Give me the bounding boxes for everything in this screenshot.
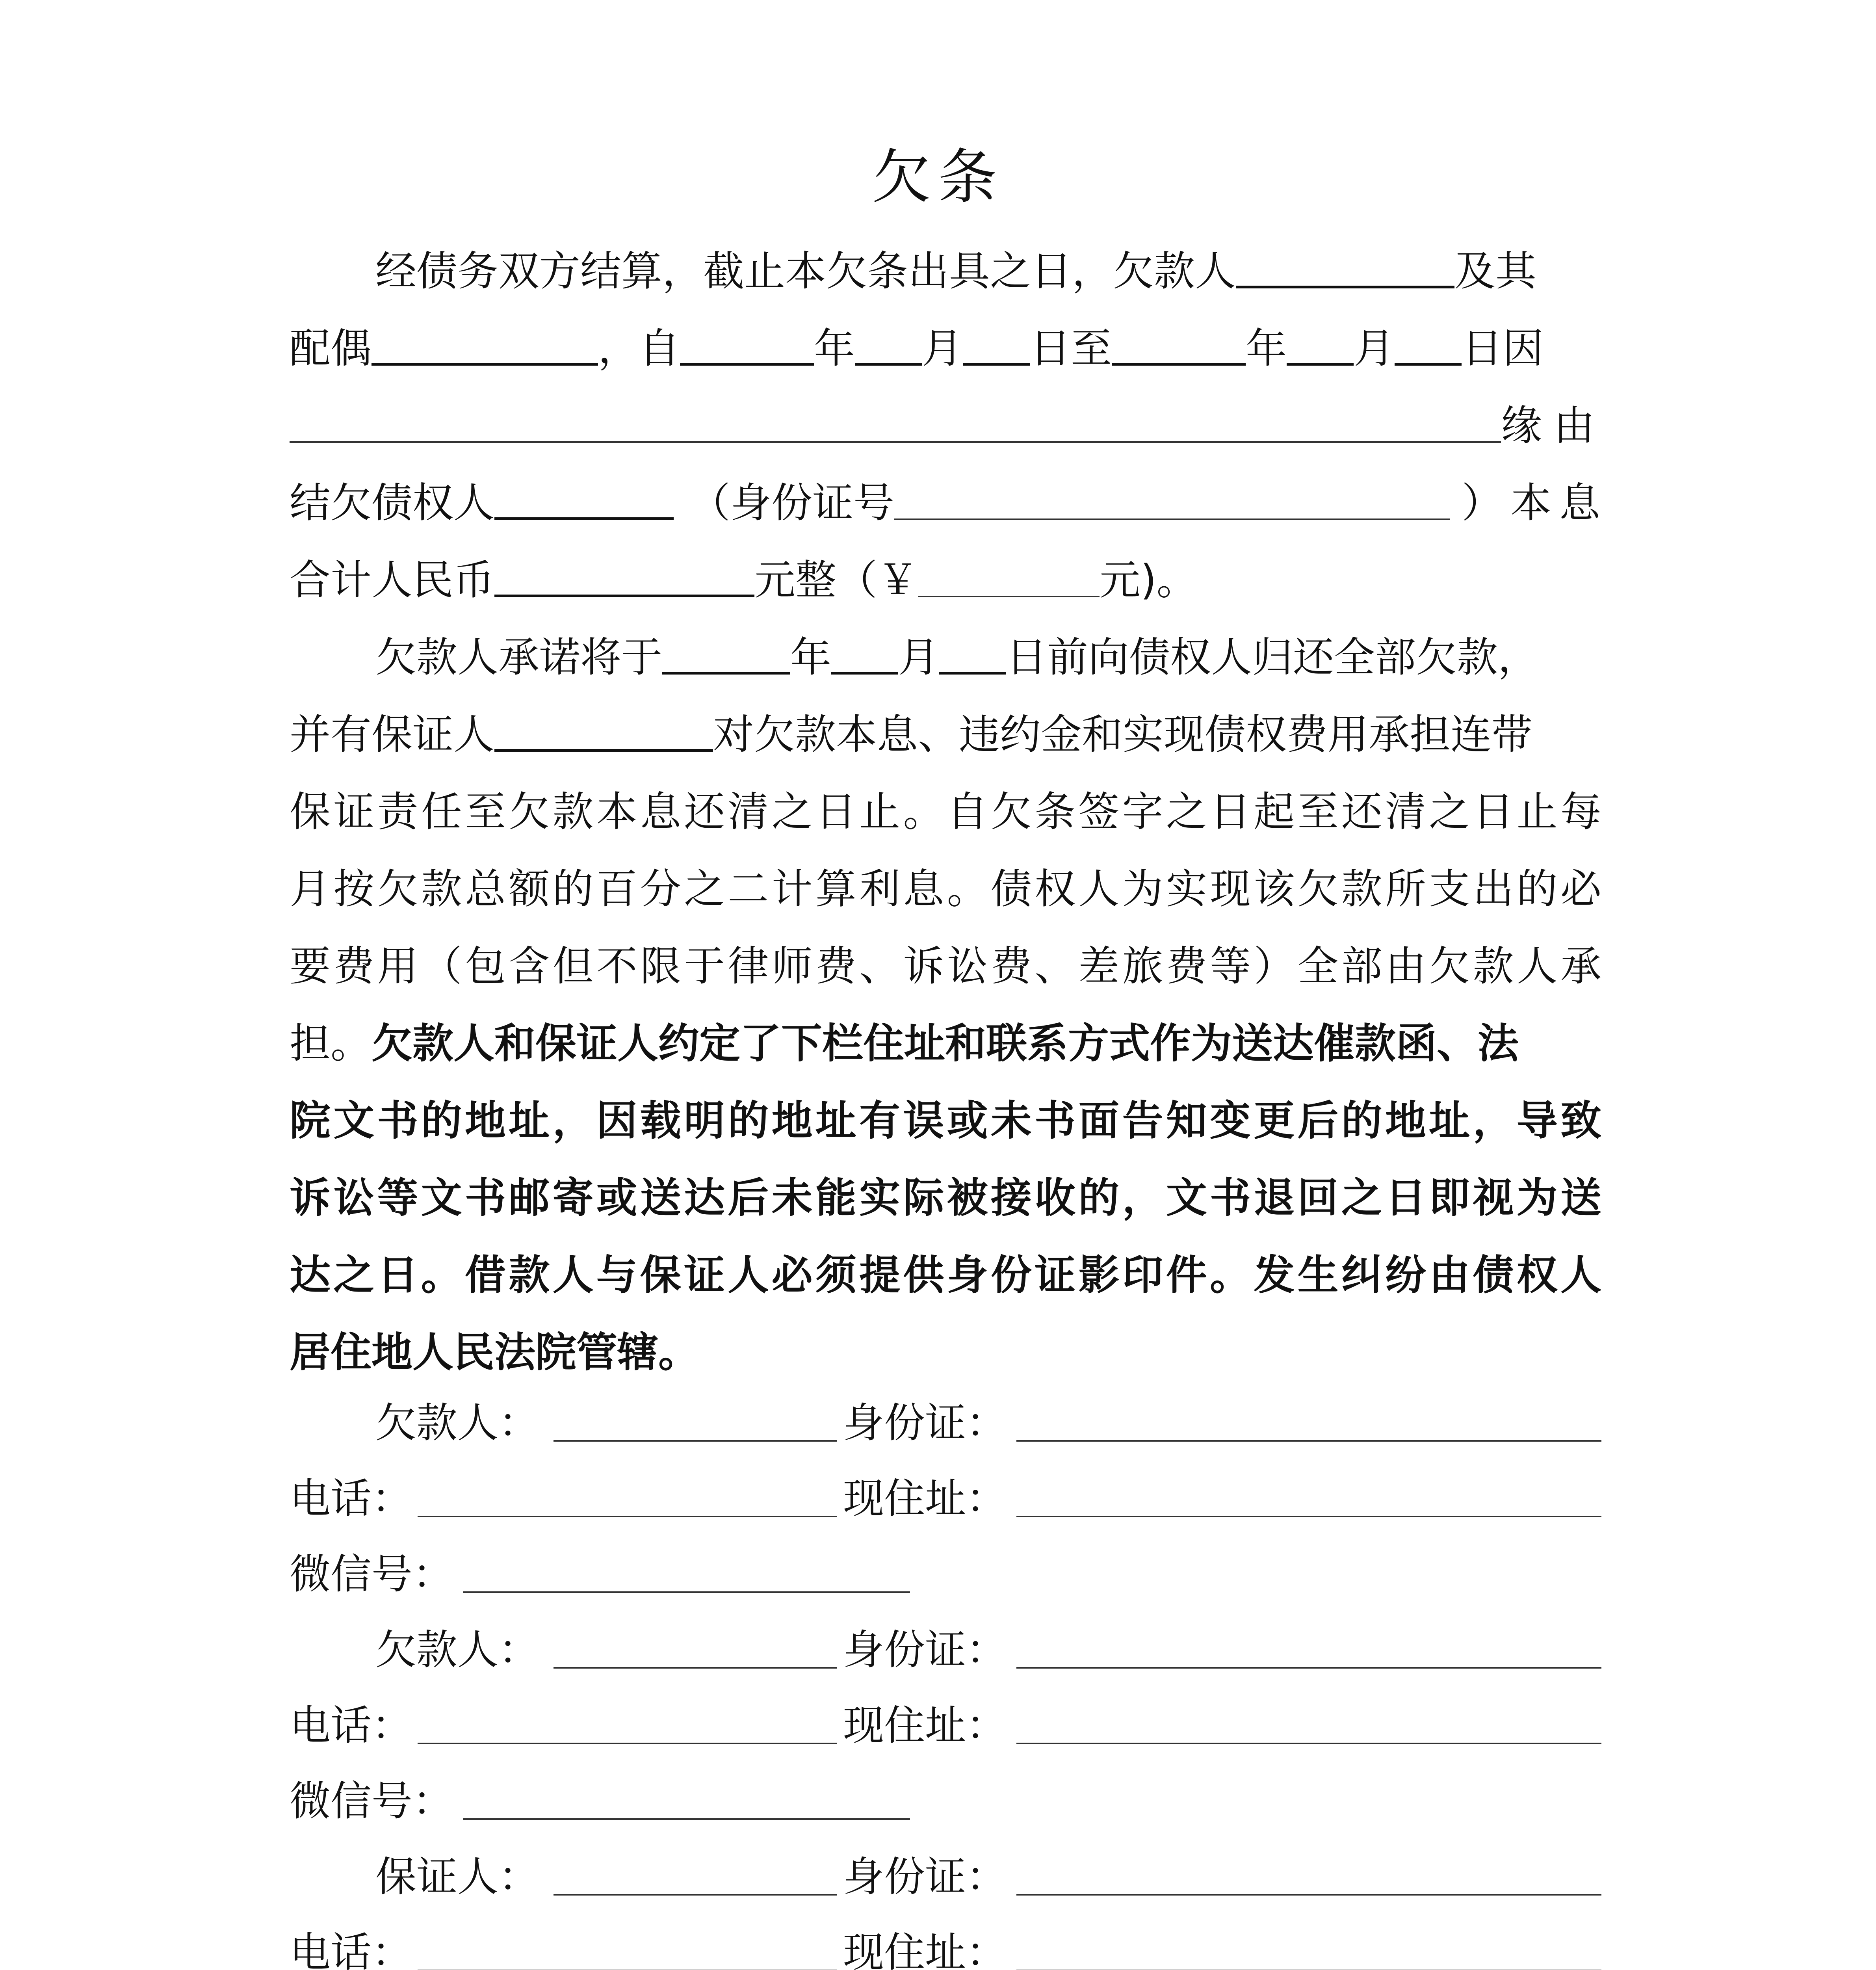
- debtor-phone-field[interactable]: [418, 1743, 837, 1744]
- debtor-name-field[interactable]: [554, 1440, 837, 1442]
- debtor-address-field[interactable]: [1016, 1516, 1601, 1517]
- guarantor-id-field[interactable]: [1016, 1894, 1601, 1896]
- debtor-row: 欠款人： 身份证：: [290, 1612, 1601, 1688]
- blank-repay-day[interactable]: [939, 630, 1006, 675]
- debtor-contact-row: 电话： 现住址：: [290, 1461, 1601, 1536]
- line: 保证责任至欠款本息还清之日止。自欠条签字之日起至还清之日止每: [290, 788, 1601, 836]
- debtor-name-field[interactable]: [554, 1667, 837, 1669]
- blank-creditor-id[interactable]: [894, 477, 1450, 520]
- guarantor-contact-row: 电话： 现住址：: [290, 1914, 1601, 1970]
- line: 诉讼等文书邮寄或送达后未能实际被接收的，文书退回之日即视为送: [290, 1174, 1601, 1222]
- blank-end-year[interactable]: [1112, 321, 1246, 366]
- line: 要费用（包含但不限于律师费、诉讼费、差旅费等）全部由欠款人承: [290, 942, 1601, 990]
- line: 配偶 ，自 年 月 日至 年 月 日因: [290, 310, 1601, 387]
- blank-end-day[interactable]: [1395, 321, 1462, 366]
- debtor-wechat-field[interactable]: [463, 1818, 910, 1820]
- line: 并有保证人 对欠款本息、违约金和实现债权费用承担连带: [290, 696, 1601, 773]
- debtor-contact-row: 电话： 现住址：: [290, 1688, 1601, 1763]
- paragraph-terms: [290, 619, 1601, 1391]
- debtor-wechat-row: 微信号：: [290, 1536, 1601, 1612]
- debtor-row: 欠款人： 身份证：: [290, 1385, 1601, 1461]
- paragraph-debt-statement: [290, 232, 1609, 619]
- blank-start-day[interactable]: [963, 321, 1030, 366]
- debtor-wechat-row: 微信号：: [290, 1763, 1601, 1839]
- blank-repay-month[interactable]: [831, 630, 898, 675]
- blank-debtor[interactable]: [1236, 244, 1454, 288]
- blank-end-month[interactable]: [1287, 321, 1354, 366]
- blank-creditor[interactable]: [494, 476, 674, 520]
- signature-section: [290, 1385, 1601, 1970]
- debtor-wechat-field[interactable]: [463, 1591, 910, 1593]
- document-title: 欠条: [871, 143, 1004, 212]
- blank-guarantor[interactable]: [494, 707, 713, 752]
- line: 经债务双方结算，截止本欠条出具之日，欠款人 及其: [290, 232, 1601, 310]
- line: 结欠债权人 （身份证号 ）本息: [290, 464, 1601, 541]
- line: 欠款人承诺将于 年 月 日前向债权人归还全部欠款，: [290, 619, 1601, 696]
- debtor-id-field[interactable]: [1016, 1667, 1601, 1669]
- debtor-phone-field[interactable]: [418, 1516, 837, 1517]
- line: 达之日。借款人与保证人必须提供身份证影印件。发生纠纷由债权人: [290, 1251, 1601, 1299]
- blank-amount-words[interactable]: [494, 553, 754, 597]
- line: 担。欠款人和保证人约定了下栏住址和联系方式作为送达催款函、法: [290, 1019, 1519, 1067]
- line: 月按欠款总额的百分之二计算利息。债权人为实现该欠款所支出的必: [290, 865, 1601, 913]
- blank-reason[interactable]: [290, 400, 1501, 443]
- guarantor-name-field[interactable]: [554, 1894, 837, 1896]
- line: 合计人民币 元整（￥ 元)。: [290, 541, 1601, 619]
- blank-repay-year[interactable]: [662, 630, 790, 675]
- blank-start-year[interactable]: [680, 321, 814, 366]
- blank-start-month[interactable]: [855, 321, 922, 366]
- debtor-address-field[interactable]: [1016, 1743, 1601, 1744]
- line: 居住地人民法院管辖。: [290, 1328, 700, 1376]
- debtor-id-field[interactable]: [1016, 1440, 1601, 1442]
- line: 院文书的地址，因载明的地址有误或未书面告知变更后的地址，导致: [290, 1097, 1601, 1145]
- blank-spouse[interactable]: [371, 321, 598, 366]
- line: 缘由: [290, 387, 1601, 464]
- blank-amount-number[interactable]: [918, 554, 1100, 597]
- guarantor-row: 保证人： 身份证：: [290, 1839, 1601, 1914]
